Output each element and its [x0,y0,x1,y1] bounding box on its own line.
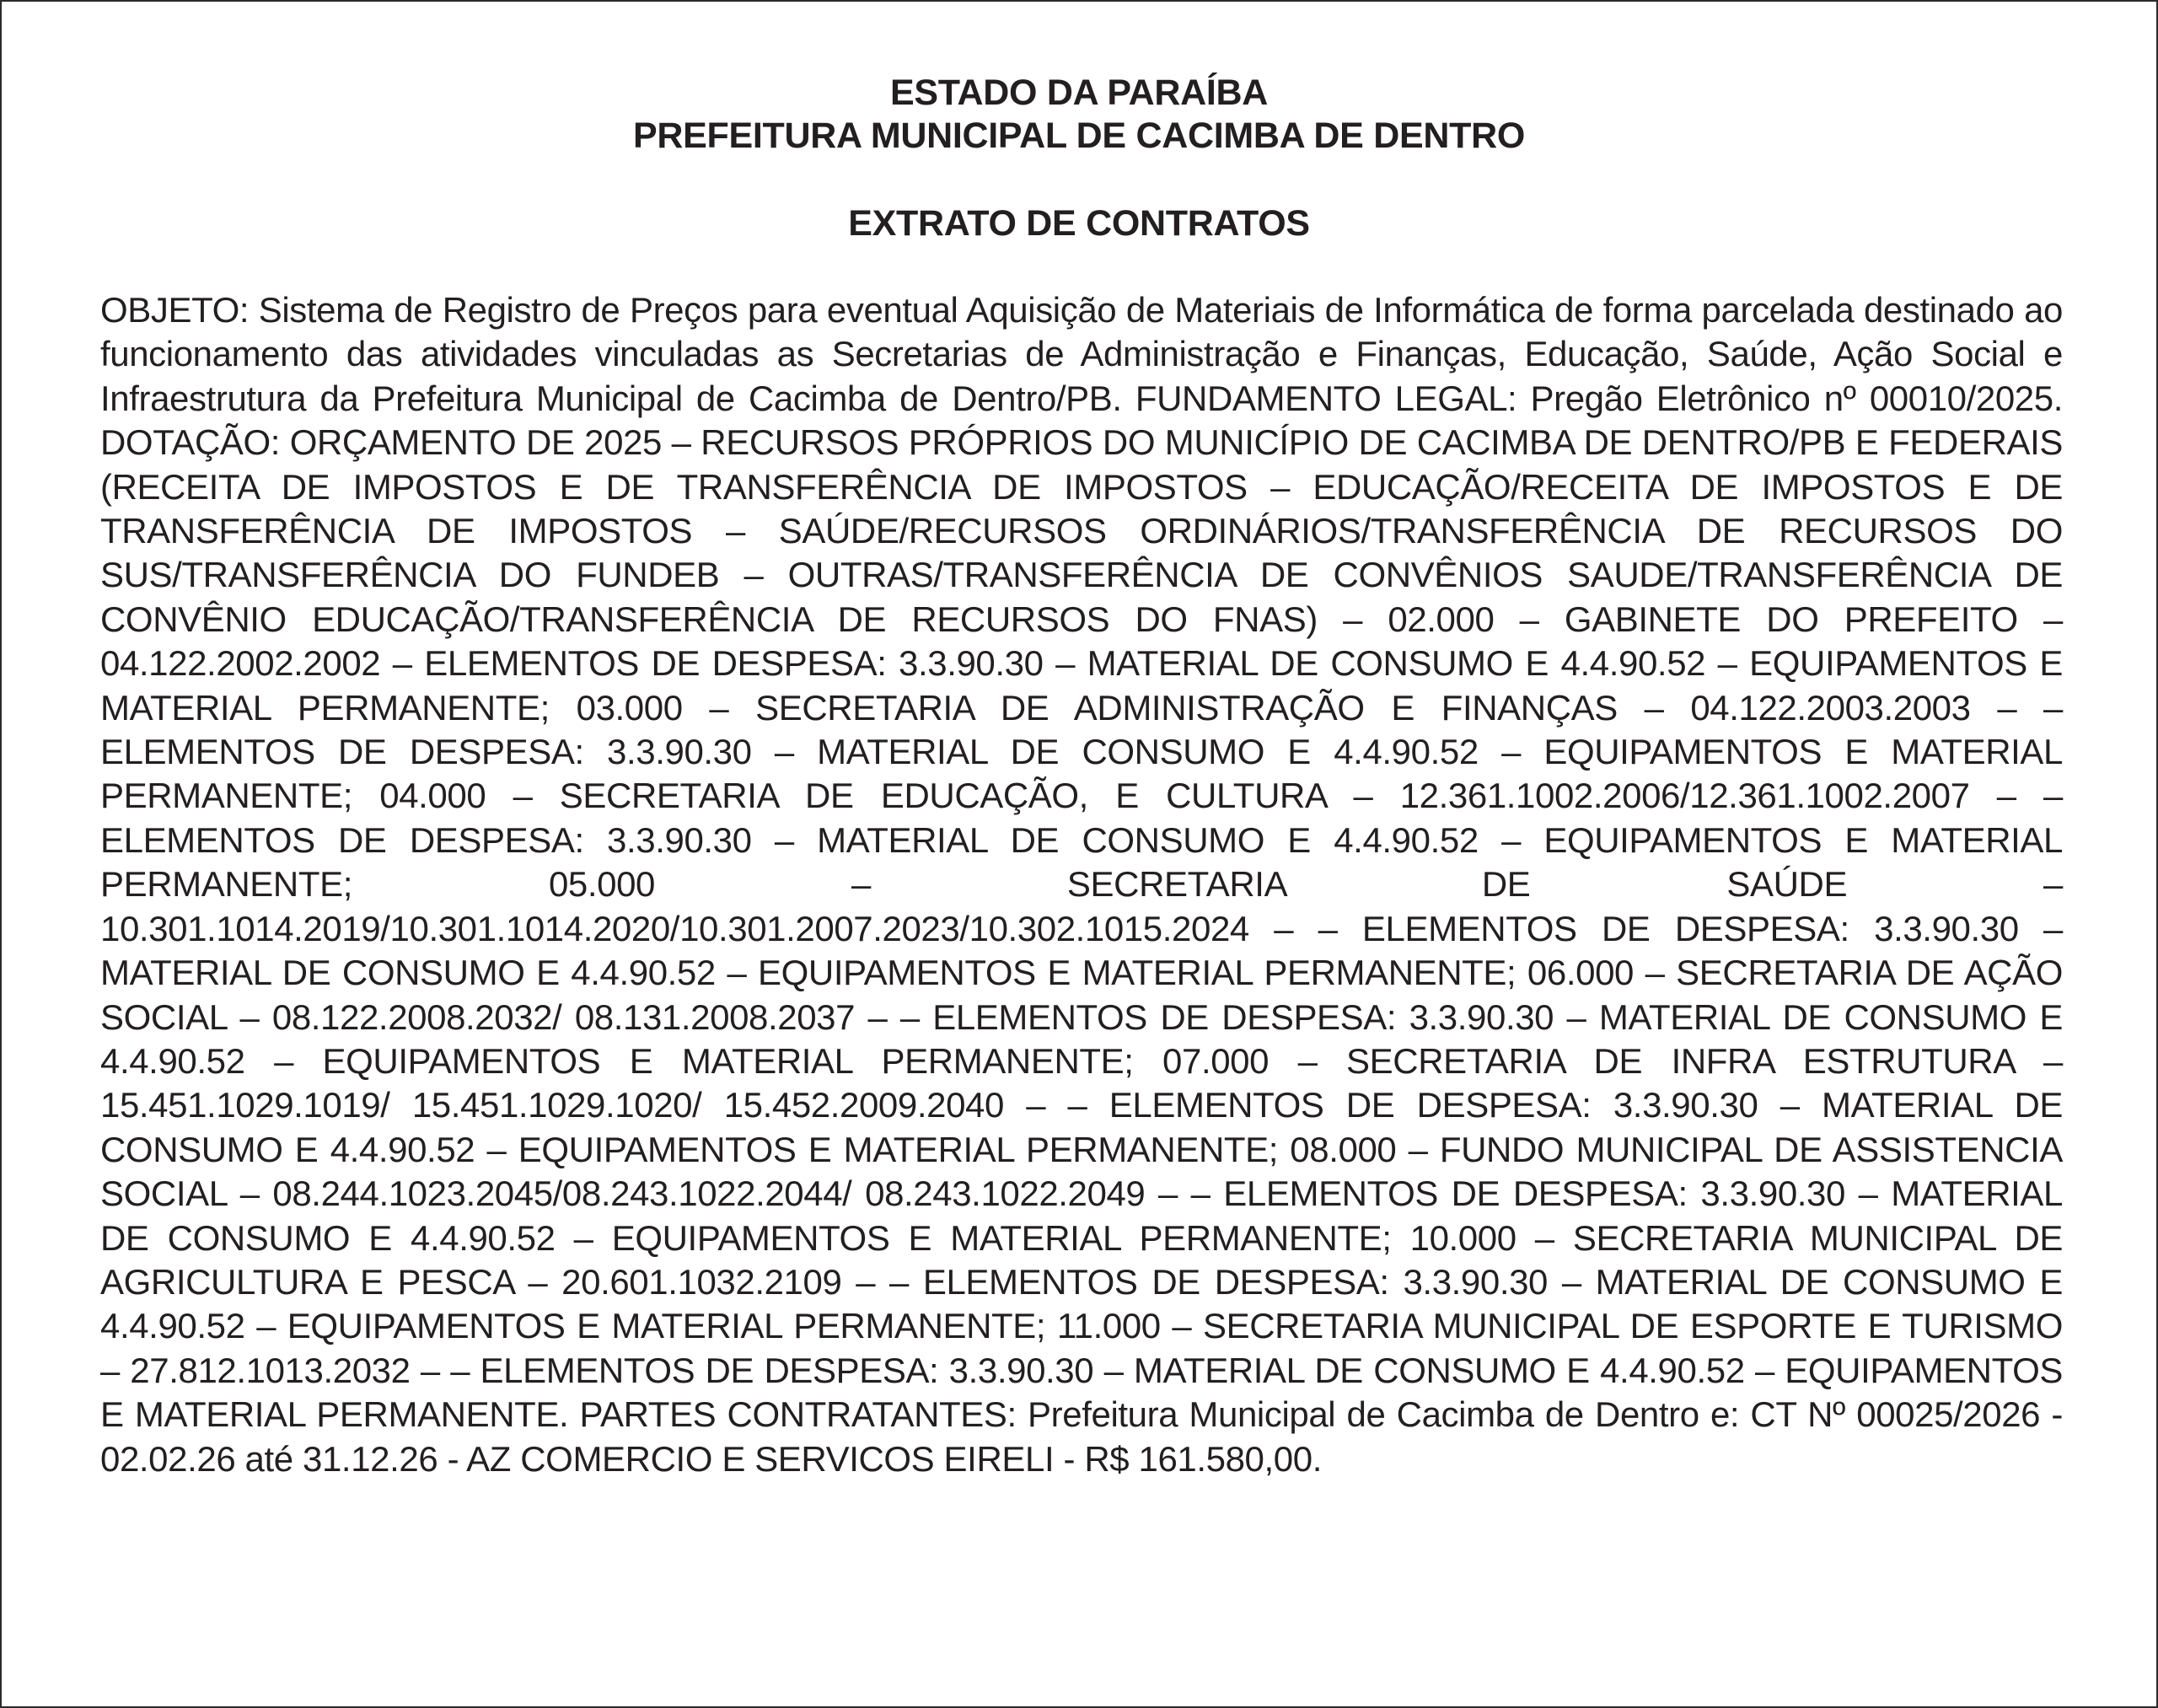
document-header [2,72,2156,158]
document-title: EXTRATO DE CONTRATOS [848,203,1310,244]
state-heading: ESTADO DA PARAÍBA [890,73,1268,113]
contract-extract-body: OBJETO: Sistema de Registro de Preços para eventual Aquisição de Materiais de Informática de forma parcelada destinado ao funcionamento das atividades vinculadas as Secretarias de Administração e Finanças, Educação, Saúde, Ação Social e Infraestrutura da Prefeitura Municipal de Cacimba de Dentro/PB. FUNDAMENTO LEGAL: Pregão Eletrônico nº 00010/2025. DOTAÇÃO: ORÇAMENTO DE 2025 – RECURSOS PRÓPRIOS DO MUNICÍPIO DE CACIMBA DE DENTRO/PB E FEDERAIS (RECEITA DE IMPOSTOS E DE TRANSFERÊNCIA DE IMPOSTOS – EDUCAÇÃO/RECEITA DE IMPOSTOS E DE TRANSFERÊNCIA DE IMPOSTOS – SAÚDE/RECURSOS ORDINÁRIOS/TRANSFERÊNCIA DE RECURSOS DO SUS/TRANSFERÊNCIA DO FUNDEB – OUTRAS/TRANSFERÊNCIA DE CONVÊNIOS SAUDE/TRANSFERÊNCIA DE CONVÊNIO EDUCAÇÃO/TRANSFERÊNCIA DE RECURSOS DO FNAS) – 02.000 – GABINETE DO PREFEITO – 04.122.2002.2002 – ELEMENTOS DE DESPESA: 3.3.90.30 – MATERIAL DE CONSUMO E 4.4.90.52 – EQUIPAMENTOS E MATERIAL PERMANENTE; 03.000 – SECRETARIA DE ADMINISTRAÇÃO E FINANÇAS – 04.122.2003.2003 – – ELEMENTOS DE DESPESA: 3.3.90.30 – MATERIAL DE CONSUMO E 4.4.90.52 – EQUIPAMENTOS E MATERIAL PERMANENTE; 04.000 – SECRETARIA DE EDUCAÇÃO, E CULTURA – 12.361.1002.2006/12.361.1002.2007 – – ELEMENTOS DE DESPESA: 3.3.90.30 – MATERIAL DE CONSUMO E 4.4.90.52 – EQUIPAMENTOS E MATERIAL PERMANENTE; 05.000 – SECRETARIA DE SAÚDE – 10.301.1014.2019/10.301.1014.2020/10.301.2007.2023/10.302.1015.2024 – – ELEMENTOS DE DESPESA: 3.3.90.30 – MATERIAL DE CONSUMO E 4.4.90.52 – EQUIPAMENTOS E MATERIAL PERMANENTE; 06.000 – SECRETARIA DE AÇÃO SOCIAL – 08.122.2008.2032/ 08.131.2008.2037 – – ELEMENTOS DE DESPESA: 3.3.90.30 – MATERIAL DE CONSUMO E 4.4.90.52 – EQUIPAMENTOS E MATERIAL PERMANENTE; 07.000 – SECRETARIA DE INFRA ESTRUTURA – 15.451.1029.1019/ 15.451.1029.1020/ 15.452.2009.2040 – – ELEMENTOS DE DESPESA: 3.3.90.30 – MATERIAL DE CONSUMO E 4.4.90.52 – EQUIPAMENTOS E MATERIAL PERMANENTE; 08.000 – FUNDO MUNICIPAL DE ASSISTENCIA SOCIAL – 08.244.1023.2045/08.243.1022.2044/ 08.243.1022.2049 – – ELEMENTOS DE DESPESA: 3.3.90.30 – MATERIAL DE CONSUMO E 4.4.90.52 – EQUIPAMENTOS E MATERIAL PERMANENTE; 10.000 – SECRETARIA MUNICIPAL DE AGRICULTURA E PESCA – 20.601.1032.2109 – – ELEMENTOS DE DESPESA: 3.3.90.30 – MATERIAL DE CONSUMO E 4.4.90.52 – EQUIPAMENTOS E MATERIAL PERMANENTE; 11.000 – SECRETARIA MUNICIPAL DE ESPORTE E TURISMO – 27.812.1013.2032 – – ELEMENTOS DE DESPESA: 3.3.90.30 – MATERIAL DE CONSUMO E 4.4.90.52 – EQUIPAMENTOS E MATERIAL PERMANENTE. PARTES CONTRATANTES: Prefeitura Municipal de Cacimba de Dentro e: CT Nº 00025/2026 - 02.02.26 até 31.12.26 - AZ COMERCIO E SERVICOS EIRELI - R$ 161.580,00. [100,290,2063,1479]
municipality-heading: PREFEITURA MUNICIPAL DE CACIMBA DE DENTRO [633,115,1525,156]
